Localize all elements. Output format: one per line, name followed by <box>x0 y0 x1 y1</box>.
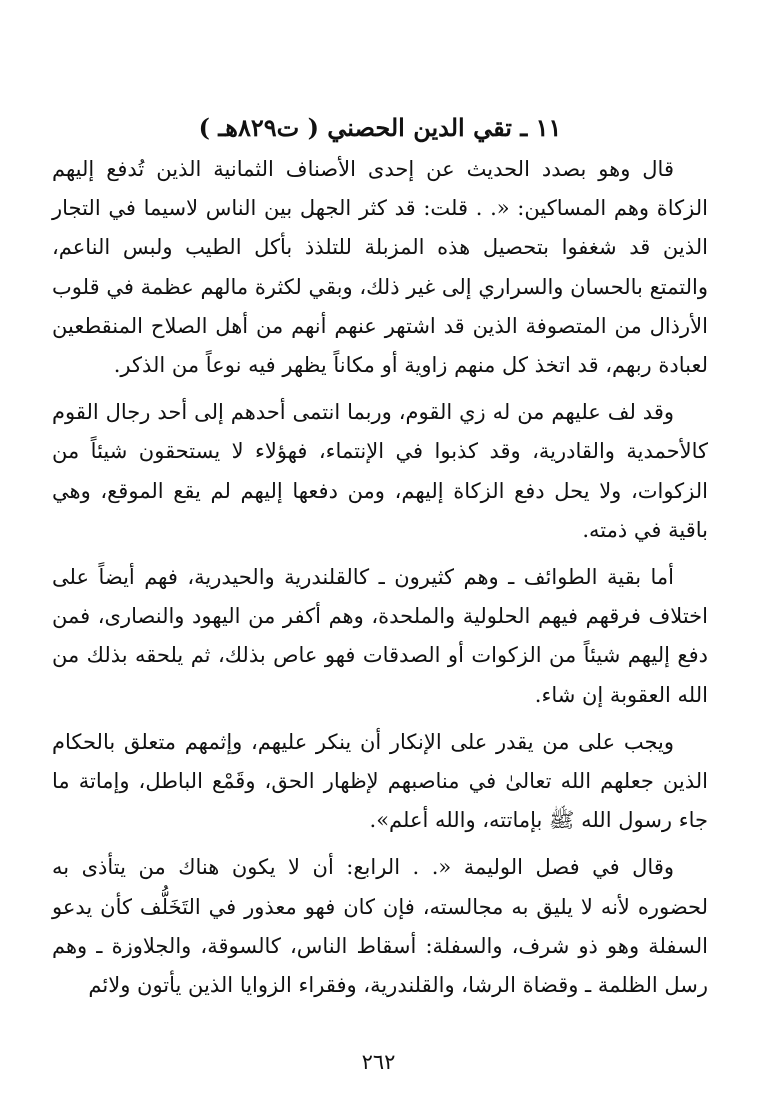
section-heading: ١١ ـ تقي الدين الحصني ( ت٨٢٩هـ ) <box>198 113 562 142</box>
paragraph-4: ويجب على من يقدر على الإنكار أن ينكر عليهم، وإثمهم متعلق بالحكام الذين جعلهم الله تعالىٰ في مناصبهم لإظهار الحق، وقَمْع الباطل، وإماتة ما جاء رسول الله ﷺ بإماتته، والله أعلم». <box>52 729 708 833</box>
paragraph-3: أما بقية الطوائف ـ وهم كثيرون ـ كالقلندرية والحيدرية، فهم أيضاً على اختلاف فرقهم فيهم الحلولية والملحدة، وهم أكفر من اليهود والنصارى، فمن دفع إليهم شيئاً من الزكوات أو الصدقات فهو عاص بذلك، ثم يلحقه بذلك من الله العقوبة إن شاء. <box>52 565 708 707</box>
paragraph-1: قال وهو بصدد الحديث عن إحدى الأصناف الثمانية الذين تُدفع إليهم الزكاة وهم المساكين: «. . قلت: قد كثر الجهل بين الناس لاسيما في التجار الذين قد شغفوا بتحصيل هذه المزبلة للتلذذ بأكل الطيب ولبس الناعم، والتمتع بالحسان والسراري إلى غير ذلك، وبقي لكثرة مالهم عظمة في قلوب الأرذال من المتصوفة الذين قد اشتهر عنهم أنهم من أهل الصلاح المنقطعين لعبادة ربهم، قد اتخذ كل منهم زاوية أو مكاناً يظهر فيه نوعاً من الذكر. <box>52 157 708 378</box>
paragraph-2: وقد لف عليهم من له زي القوم، وربما انتمى أحدهم إلى أحد رجال القوم كالأحمدية والقادرية، وقد كذبوا في الإنتماء، فهؤلاء لا يستحقون شيئاً من الزكوات، ولا يحل دفع الزكاة إليهم، ومن دفعها إليهم لم يقع الموقع، وهي باقية في ذمته. <box>52 400 708 542</box>
page-number: ٢٦٢ <box>361 1050 396 1074</box>
document-page <box>52 108 708 1013</box>
paragraph-5: وقال في فصل الوليمة «. . الرابع: أن لا يكون هناك من يتأذى به لحضوره لأنه لا يليق به مجالسته، فإن كان فهو معذور في التَخَلُّف كأن يدعو السفلة وهو ذو شرف، والسفلة: أسقاط الناس، كالسوقة، والجلاوزة ـ وهم رسل الظلمة ـ وقضاة الرشا، والقلندرية، وفقراء الزوايا الذين يأتون ولائم <box>52 855 708 998</box>
